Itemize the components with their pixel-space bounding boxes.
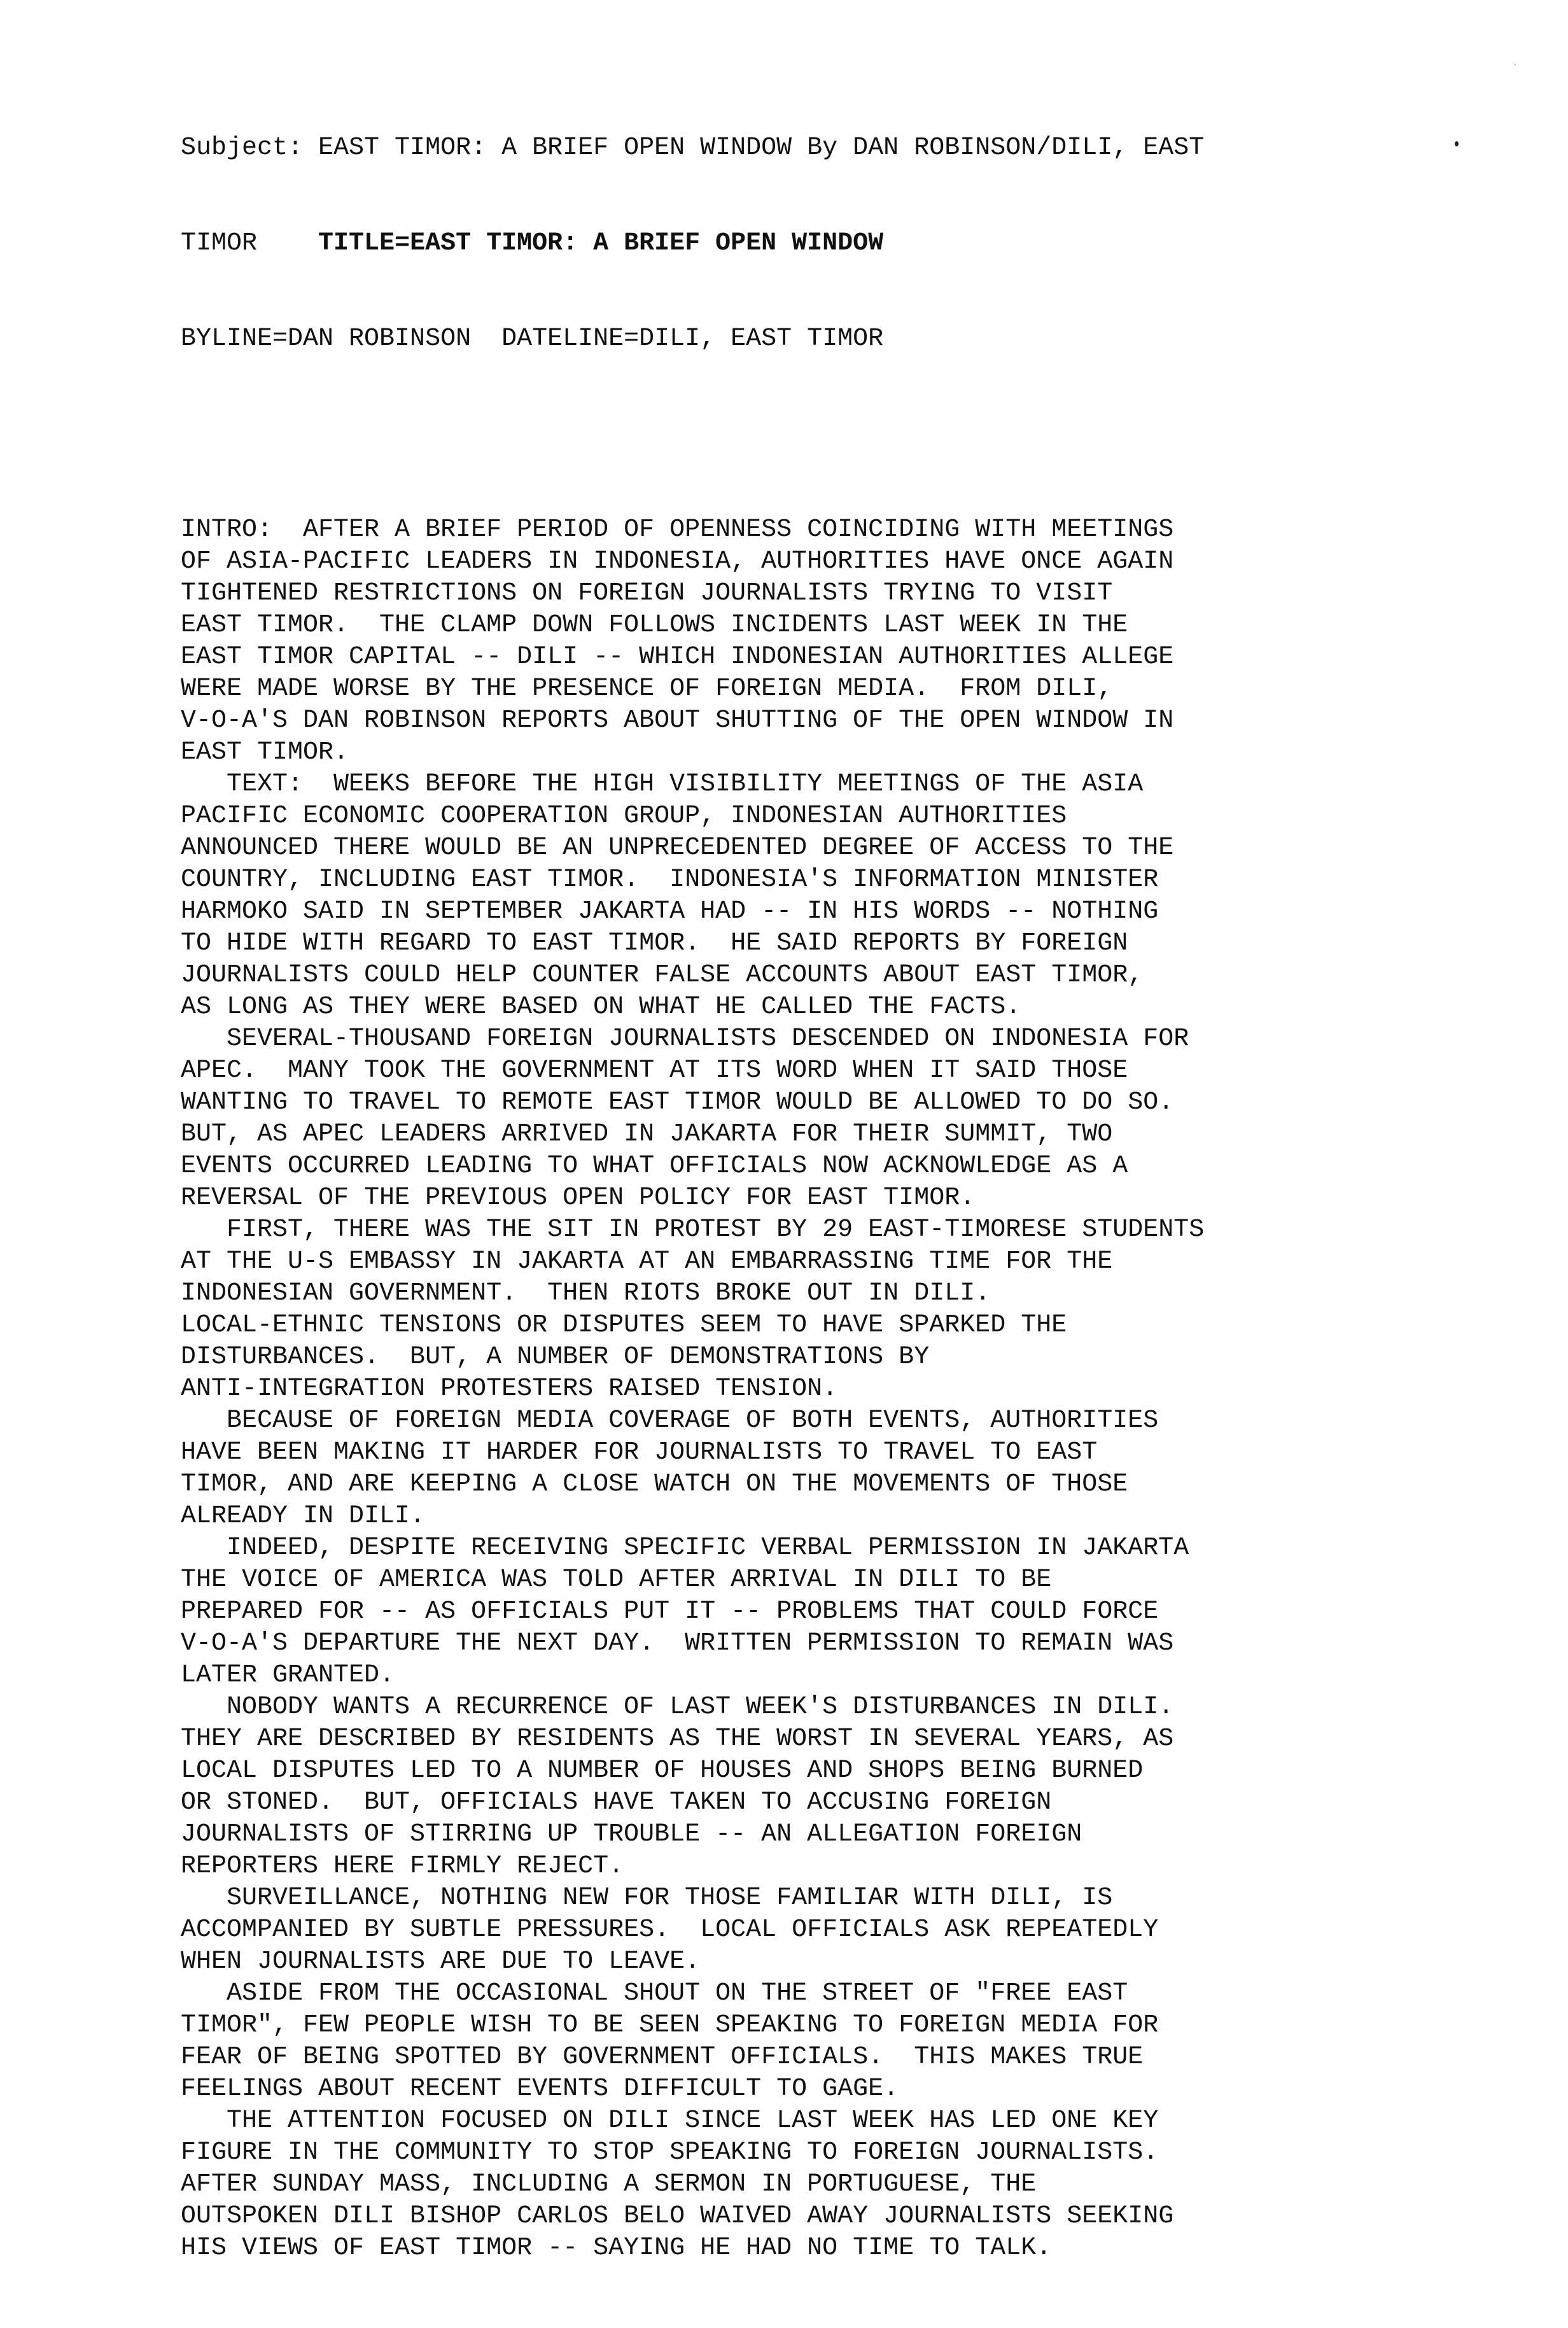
text-line: HARMOKO SAID IN SEPTEMBER JAKARTA HAD -- IN HIS WORDS -- NOTHING: [181, 897, 1159, 926]
subject-line: Subject: EAST TIMOR: A BRIEF OPEN WINDOW By DAN ROBINSON/DILI, EAST: [181, 134, 1205, 162]
text-line: INDEED, DESPITE RECEIVING SPECIFIC VERBAL PERMISSION IN JAKARTA: [181, 1534, 1189, 1562]
text-line: ACCOMPANIED BY SUBTLE PRESSURES. LOCAL OFFICIALS ASK REPEATEDLY: [181, 1916, 1159, 1944]
text-line: WANTING TO TRAVEL TO REMOTE EAST TIMOR WOULD BE ALLOWED TO DO SO.: [181, 1088, 1174, 1117]
text-line: FEELINGS ABOUT RECENT EVENTS DIFFICULT TO GAGE.: [181, 2075, 899, 2103]
text-line: EAST TIMOR. THE CLAMP DOWN FOLLOWS INCIDENTS LAST WEEK IN THE: [181, 611, 1128, 640]
text-line: REPORTERS HERE FIRMLY REJECT.: [181, 1852, 624, 1881]
text-line: THE VOICE OF AMERICA WAS TOLD AFTER ARRIVAL IN DILI TO BE: [181, 1566, 1052, 1594]
text-line: AFTER SUNDAY MASS, INCLUDING A SERMON IN PORTUGUESE, THE: [181, 2170, 1037, 2199]
text-line: BUT, AS APEC LEADERS ARRIVED IN JAKARTA FOR THEIR SUMMIT, TWO: [181, 1120, 1113, 1149]
text-line: BECAUSE OF FOREIGN MEDIA COVERAGE OF BOTH EVENTS, AUTHORITIES: [181, 1406, 1159, 1435]
text-line: ALREADY IN DILI.: [181, 1502, 426, 1531]
text-line: FIRST, THERE WAS THE SIT IN PROTEST BY 29 EAST-TIMORESE STUDENTS: [181, 1216, 1205, 1244]
text-line: HIS VIEWS OF EAST TIMOR -- SAYING HE HAD NO TIME TO TALK.: [181, 2234, 1052, 2262]
text-line: ASIDE FROM THE OCCASIONAL SHOUT ON THE STREET OF "FREE EAST: [181, 1979, 1128, 2008]
text-line: ANNOUNCED THERE WOULD BE AN UNPRECEDENTED DEGREE OF ACCESS TO THE: [181, 834, 1174, 862]
document-body: [181, 69, 1453, 2328]
title-line: [181, 228, 1453, 260]
text-line: WHEN JOURNALISTS ARE DUE TO LEAVE.: [181, 1947, 701, 1976]
text-line: THE ATTENTION FOCUSED ON DILI SINCE LAST WEEK HAS LED ONE KEY: [181, 2107, 1159, 2135]
text-line: AS LONG AS THEY WERE BASED ON WHAT HE CALLED THE FACTS.: [181, 993, 1021, 1021]
text-line: ANTI-INTEGRATION PROTESTERS RAISED TENSION.: [181, 1375, 838, 1403]
byline-dateline: BYLINE=DAN ROBINSON DATELINE=DILI, EAST TIMOR: [181, 325, 884, 353]
text-line: FEAR OF BEING SPOTTED BY GOVERNMENT OFFICIALS. THIS MAKES TRUE: [181, 2043, 1144, 2072]
scan-speck: [1455, 141, 1459, 146]
text-line: INDONESIAN GOVERNMENT. THEN RIOTS BROKE OUT IN DILI.: [181, 1279, 991, 1308]
text-line: EAST TIMOR.: [181, 738, 349, 767]
text-line: TIMOR, AND ARE KEEPING A CLOSE WATCH ON THE MOVEMENTS OF THOSE: [181, 1470, 1128, 1499]
text-line: TO HIDE WITH REGARD TO EAST TIMOR. HE SAID REPORTS BY FOREIGN: [181, 929, 1128, 958]
text-line: EAST TIMOR CAPITAL -- DILI -- WHICH INDONESIAN AUTHORITIES ALLEGE: [181, 643, 1174, 671]
text-line: LOCAL DISPUTES LED TO A NUMBER OF HOUSES AND SHOPS BEING BURNED: [181, 1757, 1144, 1785]
text-line: TIMOR", FEW PEOPLE WISH TO BE SEEN SPEAKING TO FOREIGN MEDIA FOR: [181, 2011, 1159, 2040]
text-line: OUTSPOKEN DILI BISHOP CARLOS BELO WAIVED AWAY JOURNALISTS SEEKING: [181, 2202, 1174, 2231]
text-line: PREPARED FOR -- AS OFFICIALS PUT IT -- PROBLEMS THAT COULD FORCE: [181, 1597, 1159, 1626]
text-line: LATER GRANTED.: [181, 1661, 395, 1690]
text-line: WERE MADE WORSE BY THE PRESENCE OF FOREIGN MEDIA. FROM DILI,: [181, 675, 1113, 703]
text-line: V-O-A'S DAN ROBINSON REPORTS ABOUT SHUTTING OF THE OPEN WINDOW IN: [181, 706, 1174, 735]
text-line: INTRO: AFTER A BRIEF PERIOD OF OPENNESS COINCIDING WITH MEETINGS: [181, 515, 1174, 544]
text-line: EVENTS OCCURRED LEADING TO WHAT OFFICIALS NOW ACKNOWLEDGE AS A: [181, 1152, 1128, 1181]
text-line: DISTURBANCES. BUT, A NUMBER OF DEMONSTRATIONS BY: [181, 1343, 930, 1371]
text-line: V-O-A'S DEPARTURE THE NEXT DAY. WRITTEN PERMISSION TO REMAIN WAS: [181, 1629, 1174, 1658]
blank-line: [181, 419, 1453, 451]
story-text: [181, 514, 1453, 2264]
scan-speck: [1515, 64, 1516, 66]
text-line: APEC. MANY TOOK THE GOVERNMENT AT ITS WORD WHEN IT SAID THOSE: [181, 1056, 1128, 1085]
text-line: NOBODY WANTS A RECURRENCE OF LAST WEEK'S DISTURBANCES IN DILI.: [181, 1693, 1174, 1721]
text-line: TEXT: WEEKS BEFORE THE HIGH VISIBILITY MEETINGS OF THE ASIA: [181, 770, 1144, 799]
text-line: COUNTRY, INCLUDING EAST TIMOR. INDONESIA'S INFORMATION MINISTER: [181, 866, 1159, 894]
title-field: TITLE=EAST TIMOR: A BRIEF OPEN WINDOW: [318, 229, 884, 258]
text-line: LOCAL-ETHNIC TENSIONS OR DISPUTES SEEM TO HAVE SPARKED THE: [181, 1311, 1067, 1340]
text-line: JOURNALISTS OF STIRRING UP TROUBLE -- AN ALLEGATION FOREIGN: [181, 1820, 1082, 1849]
text-line: OF ASIA-PACIFIC LEADERS IN INDONESIA, AUTHORITIES HAVE ONCE AGAIN: [181, 547, 1174, 576]
text-line: PACIFIC ECONOMIC COOPERATION GROUP, INDONESIAN AUTHORITIES: [181, 802, 1067, 831]
text-line: REVERSAL OF THE PREVIOUS OPEN POLICY FOR EAST TIMOR.: [181, 1184, 976, 1212]
text-line: HAVE BEEN MAKING IT HARDER FOR JOURNALISTS TO TRAVEL TO EAST: [181, 1438, 1098, 1467]
title-line-prefix: TIMOR: [181, 229, 319, 258]
text-line: TIGHTENED RESTRICTIONS ON FOREIGN JOURNALISTS TRYING TO VISIT: [181, 579, 1113, 608]
text-line: AT THE U-S EMBASSY IN JAKARTA AT AN EMBARRASSING TIME FOR THE: [181, 1247, 1113, 1276]
text-line: FIGURE IN THE COMMUNITY TO STOP SPEAKING TO FOREIGN JOURNALISTS.: [181, 2138, 1159, 2167]
text-line: SURVEILLANCE, NOTHING NEW FOR THOSE FAMILIAR WITH DILI, IS: [181, 1884, 1113, 1912]
text-line: JOURNALISTS COULD HELP COUNTER FALSE ACCOUNTS ABOUT EAST TIMOR,: [181, 961, 1144, 990]
text-line: THEY ARE DESCRIBED BY RESIDENTS AS THE WORST IN SEVERAL YEARS, AS: [181, 1725, 1174, 1753]
text-line: OR STONED. BUT, OFFICIALS HAVE TAKEN TO ACCUSING FOREIGN: [181, 1788, 1052, 1817]
text-line: SEVERAL-THOUSAND FOREIGN JOURNALISTS DESCENDED ON INDONESIA FOR: [181, 1025, 1189, 1053]
